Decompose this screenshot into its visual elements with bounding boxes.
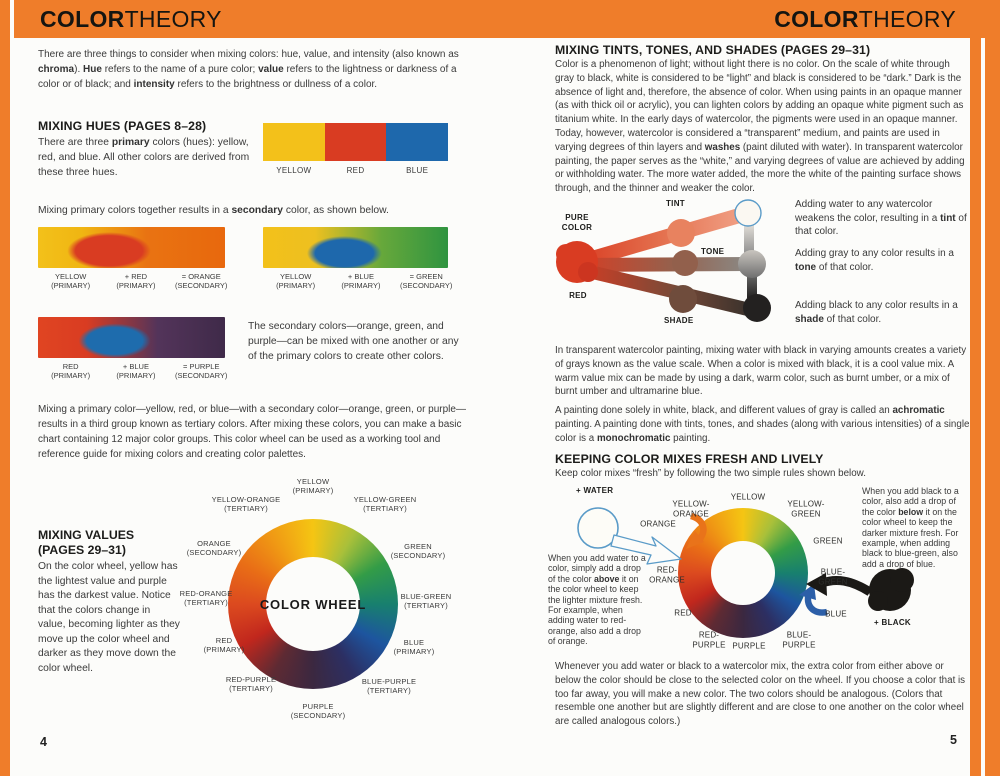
tints-paragraph: Color is a phenomenon of light; without light there is no color. On the scale of white through gray to black, white is considered to be “light” and black is considered to be “dark.” Dark is the absence of light and, therefore, the absence of color. When using paints in an opaque manner (as with thick oil or acrylic), you can lighten colors by adding an opaque white pigment such as titanium white. In the early days of watercolor, the pigments were used in an opaque manner. Today, however, watercolor is considered a “transparent” medium, and paints are used in varying degrees of thin layers and washes (paint diluted with water). In transparent watercolor painting, the paper serves as the “white,” and varying degrees of value are achieved by adding or withholding water. The more water added, the more the white of the painting surface shows through, and the thinner and weaker the color. — [555, 59, 965, 195]
page-number-left: 4 — [40, 735, 47, 749]
swatch-label: RED — [346, 166, 365, 175]
tone-label: TONE — [701, 247, 725, 256]
mix-strip-red-blue-purple — [38, 317, 225, 358]
color-wheel-title: COLOR WHEEL — [259, 597, 367, 612]
page-title-right — [774, 0, 956, 38]
title-light: THEORY — [124, 6, 222, 32]
tints-heading: MIXING TINTS, TONES, AND SHADES (PAGES 29–31) — [555, 43, 871, 57]
wheel2-label-yellow-orange: YELLOW- ORANGE — [672, 499, 710, 518]
pure-color-label: PURE COLOR — [561, 213, 593, 232]
secondary-note: The secondary colors—orange, green, and purple—can be mixed with one another or any of the primary colors to create other colors. — [248, 321, 459, 362]
primary-swatch-labels — [263, 166, 448, 175]
water-note: When you add water to a color, simply add a drop of the color above it on the color wheel to keep the lighter mixture fresh. For example, when adding water to red-orange, also add a drop of orange. — [548, 553, 646, 647]
mixing-hues-body: There are three primary colors (hues): yellow, red, and blue. All other colors are derived from these three hues. — [38, 137, 250, 178]
red-swatch — [325, 123, 387, 161]
mix-label: = PURPLE (SECONDARY) — [175, 362, 228, 380]
mixing-values-body: On the color wheel, yellow has the lightest value and purple has the darkest value. Notice that the colors change in value, becoming lighter as they move up the color wheel and darker as they move down the color wheel. — [38, 561, 180, 674]
value-scale-paragraph: In transparent watercolor painting, mixing water with black in varying amounts creates a variety of grays known as the value scale. When a color is mixed with black, it is a cool value mix. A warm value mix can be made by using a dark, warm color, such as burnt umber, or a mix of burnt umber and ultramarine blue. — [555, 345, 967, 398]
keeping-intro: Keep color mixes “fresh” by following the two simple rules shown below. — [555, 468, 866, 479]
mix-labels-row2 — [38, 362, 234, 380]
wheel2-label-blue-green: BLUE- GREEN — [818, 567, 848, 586]
keeping-heading: KEEPING COLOR MIXES FRESH AND LIVELY — [555, 452, 824, 466]
title-bold: COLOR — [40, 6, 125, 32]
wheel-label-blue: BLUE (PRIMARY) — [393, 638, 435, 656]
wheel-label-red: RED (PRIMARY) — [203, 636, 245, 654]
mix-label: YELLOW (PRIMARY) — [51, 272, 91, 290]
mixing-hues-heading: MIXING HUES (PAGES 8–28) — [38, 119, 207, 133]
tint-label: TINT — [666, 199, 685, 208]
primary-swatch-strip — [263, 123, 448, 161]
mix-label: + RED (PRIMARY) — [116, 272, 156, 290]
blue-swatch — [386, 123, 448, 161]
black-label: + BLACK — [874, 618, 911, 627]
wheel2-label-red-purple: RED- PURPLE — [692, 630, 726, 649]
red-label: RED — [569, 291, 587, 300]
swatch-label: YELLOW — [276, 166, 312, 175]
achromatic-paragraph: A painting done solely in white, black, and different values of gray is called an achromatic painting. A painting done with tints, tones, and shades (along with various intensities) of a single color is a monochromatic painting. — [555, 405, 970, 444]
analogous-paragraph: Whenever you add water or black to a watercolor mix, the extra color from either above or below the color should be close to the selected color on the wheel. If you choose a color that is too far away, you will make a new color. The two colors should be analogous. (Colors that resemble one another but are slightly different and are close to one another on the color wheel are called analogous colors.) — [555, 661, 966, 728]
wheel2-label-red-orange: RED- ORANGE — [649, 565, 685, 584]
black-note: When you add black to a color, also add a drop of the color below it on the color wheel to keep the darker mixture fresh. For example, when adding black to blue-green, also add a drop of blue. — [862, 486, 959, 569]
tint-note: Adding water to any watercolor weakens the color, resulting in a tint of that color. — [795, 199, 967, 237]
wheel2-label-yellow-green: YELLOW- GREEN — [787, 499, 825, 518]
wheel2-label-yellow: YELLOW — [730, 492, 766, 502]
title-light: THEORY — [858, 6, 956, 32]
mix-label: + BLUE (PRIMARY) — [116, 362, 156, 380]
right-edge-strip — [985, 0, 1000, 776]
wheel-label-yellow-orange: YELLOW-ORANGE (TERTIARY) — [211, 495, 281, 513]
wheel2-label-red: RED — [674, 608, 692, 618]
mix-strip-yellow-blue-green — [263, 227, 448, 268]
tertiary-paragraph: Mixing a primary color—yellow, red, or blue—with a secondary color—orange, green, or purple—results in a third group known as tertiary colors. After mixing these colors, you can make a basic chart containing 12 major color groups. This color wheel can be used as a working tool and reference guide for mixing colors and creating color palettes. — [38, 404, 466, 460]
secondary-intro: Mixing primary colors together results in a secondary color, as shown below. — [38, 205, 389, 216]
mix-label: = ORANGE (SECONDARY) — [175, 272, 228, 290]
wheel2-label-purple: PURPLE — [732, 641, 766, 651]
mix-strip-yellow-red-orange — [38, 227, 225, 268]
wheel2-label-blue: BLUE — [825, 609, 847, 619]
yellow-swatch — [263, 123, 325, 161]
wheel2-label-green: GREEN — [813, 536, 843, 546]
wheel2-label-orange: ORANGE — [640, 519, 676, 529]
tone-note: Adding gray to any color results in a tone of that color. — [795, 248, 954, 273]
intro-paragraph: There are three things to consider when mixing colors: hue, value, and intensity (also known as chroma). Hue refers to the name of a pure color; value refers to the lightness or darkness of a color or of black; and intensity refers to the brightness or dullness of a color. — [38, 49, 459, 90]
shade-note: Adding black to any color results in a shade of that color. — [795, 300, 958, 325]
swatch-label: BLUE — [406, 166, 429, 175]
wheel-label-red-purple: RED-PURPLE (TERTIARY) — [225, 675, 277, 693]
page-number-right: 5 — [950, 733, 957, 747]
mix-label: RED (PRIMARY) — [51, 362, 91, 380]
wheel-label-green: GREEN (SECONDARY) — [390, 542, 446, 560]
mix-labels-row1-left — [38, 272, 234, 290]
wheel2-label-blue-purple: BLUE- PURPLE — [782, 630, 816, 649]
wheel-label-blue-purple: BLUE-PURPLE (TERTIARY) — [361, 677, 417, 695]
wheel-label-red-orange: RED-ORANGE (TERTIARY) — [179, 589, 233, 607]
mixing-values-heading: MIXING VALUES (PAGES 29–31) — [38, 528, 135, 557]
wheel-label-purple: PURPLE (SECONDARY) — [290, 702, 346, 720]
mix-label: = GREEN (SECONDARY) — [400, 272, 453, 290]
wheel-label-orange: ORANGE (SECONDARY) — [186, 539, 242, 557]
wheel-label-yellow: YELLOW (PRIMARY) — [292, 477, 334, 495]
water-label: + WATER — [576, 486, 614, 495]
wheel-label-blue-green: BLUE-GREEN (TERTIARY) — [400, 592, 452, 610]
mix-label: YELLOW (PRIMARY) — [276, 272, 316, 290]
shade-label: SHADE — [664, 316, 694, 325]
mix-label: + BLUE (PRIMARY) — [341, 272, 381, 290]
title-bold: COLOR — [774, 6, 859, 32]
left-edge-strip — [0, 0, 10, 776]
page-title-left — [40, 0, 222, 38]
wheel-label-yellow-green: YELLOW-GREEN (TERTIARY) — [353, 495, 417, 513]
right-inner-strip — [970, 0, 981, 776]
mix-labels-row1-right — [263, 272, 459, 290]
